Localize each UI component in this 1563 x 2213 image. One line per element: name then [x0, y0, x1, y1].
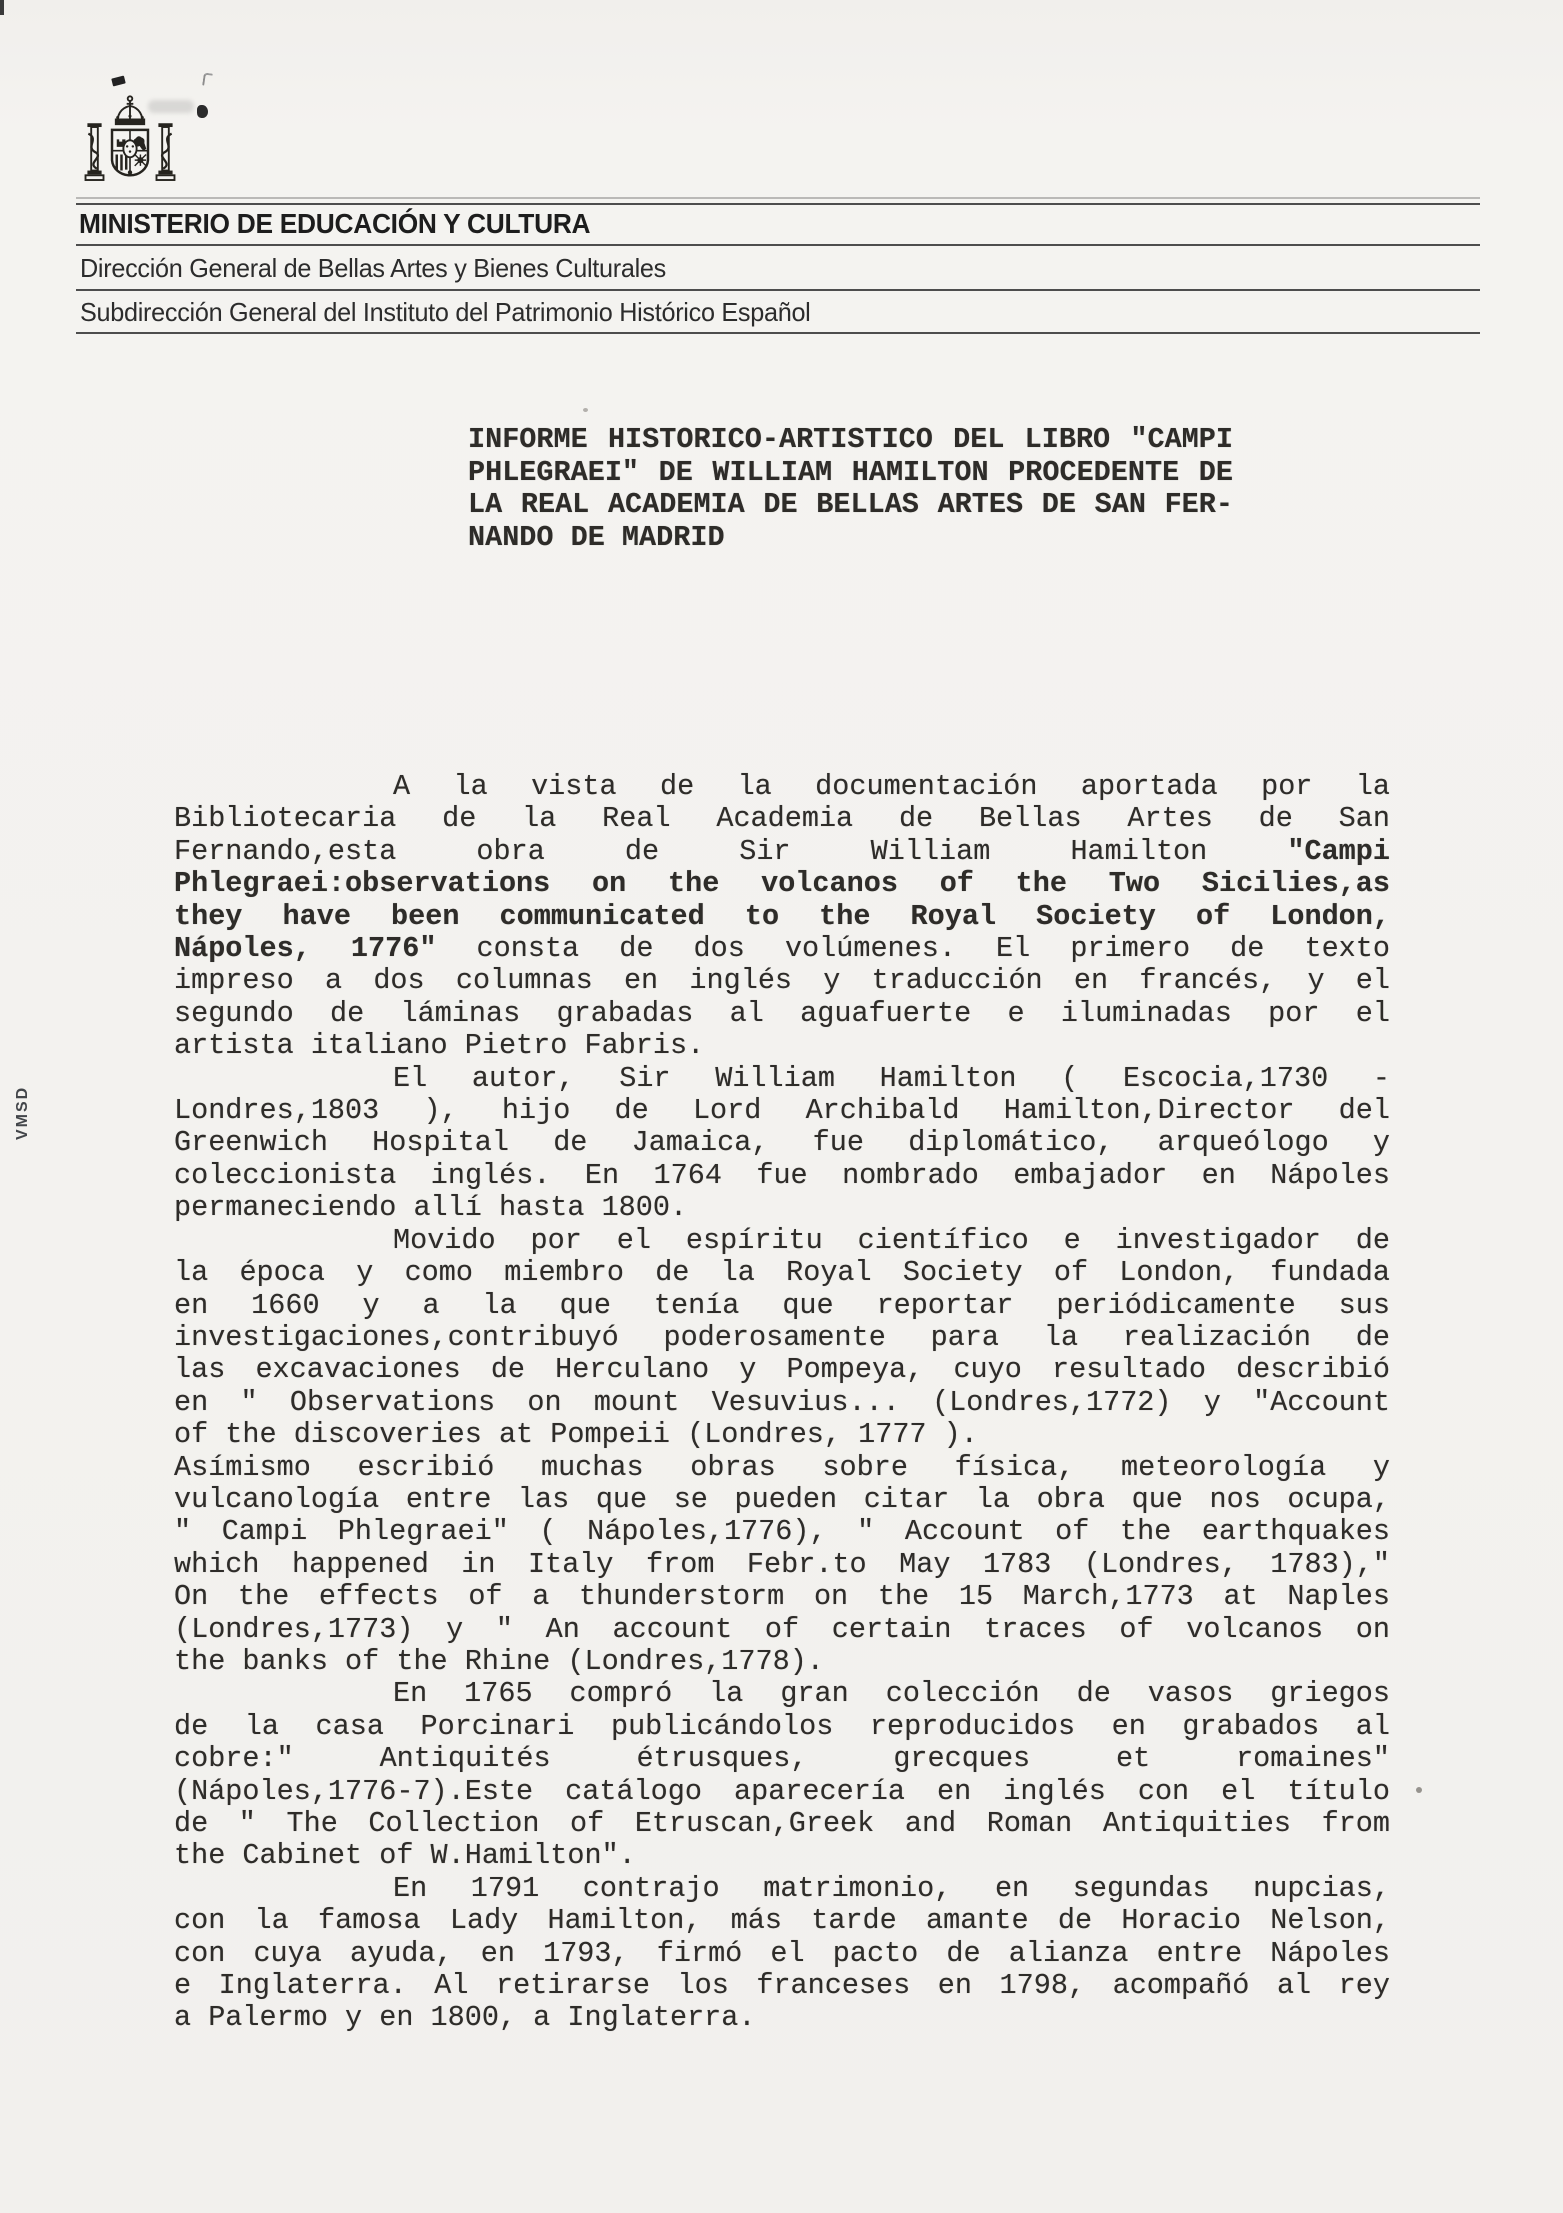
body-line: [174, 933, 1390, 965]
body-line: [174, 1711, 1390, 1743]
body-segment: de " The Collection of Etruscan,Greek and Roman Antiquities from: [174, 1807, 1390, 1840]
body-line: [174, 1257, 1390, 1289]
letterhead-rule: [76, 332, 1480, 334]
body-line: [174, 1192, 1390, 1224]
body-segment: On the effects of a thunderstorm on the 15 March,1773 at Naples: [174, 1580, 1390, 1614]
letterhead-rule: [76, 197, 1480, 199]
body-line: [174, 1581, 1390, 1613]
body-line: [174, 1290, 1390, 1322]
body-segment: El autor, Sir William Hamilton ( Escocia,1730 -: [393, 1061, 1390, 1095]
body-segment: Bibliotecaria de la Real Academia de Bellas Artes de San: [174, 802, 1390, 836]
body-segment: Londres,1803 ), hijo de Lord Archibald Hamilton,Director del: [174, 1094, 1390, 1128]
body-line: [174, 1160, 1390, 1192]
body-segment: investigaciones,contribuyó poderosamente para la realización de: [174, 1320, 1390, 1354]
title-line: PHLEGRAEI" DE WILLIAM HAMILTON PROCEDENTE DE: [468, 455, 1233, 489]
spain-coat-of-arms-icon: [82, 92, 178, 203]
body-line: [174, 998, 1390, 1030]
body-segment: a Palermo y en 1800, a Inglaterra.: [174, 2001, 756, 2035]
scan-artifact: [111, 76, 126, 87]
body-segment: con cuya ayuda, en 1793, firmó el pacto de alianza entre Nápoles: [174, 1936, 1390, 1970]
body-segment: Nápoles, 1776": [174, 932, 437, 966]
body-segment: segundo de láminas grabadas al aguafuerte e iluminadas por el: [174, 996, 1390, 1030]
letterhead-rule: [76, 244, 1480, 246]
body-line: [174, 1549, 1390, 1581]
body-segment: the Cabinet of W.Hamilton".: [174, 1839, 636, 1873]
body-segment: " Campi Phlegraei" ( Nápoles,1776), " Account of the earthquakes: [174, 1515, 1390, 1549]
body-line: [174, 1614, 1390, 1646]
body-segment: En 1791 contrajo matrimonio, en segundas nupcias,: [393, 1871, 1390, 1905]
body-line: [174, 1095, 1390, 1127]
body-line: [174, 1938, 1390, 1970]
report-title: [468, 424, 1233, 554]
body-line: [174, 1970, 1390, 2002]
body-segment: they have been communicated to the Royal Society of London,: [174, 899, 1390, 933]
body-segment: coleccionista inglés. En 1764 fue nombrado embajador en Nápoles: [174, 1158, 1390, 1192]
body-line: [174, 771, 1390, 803]
body-line: [174, 1840, 1390, 1872]
body-line: [174, 1516, 1390, 1548]
body-segment: en 1660 y a la que tenía que reportar periódicamente sus: [174, 1288, 1390, 1322]
body-segment: "Campi: [1207, 834, 1390, 868]
body-text: [174, 771, 1390, 2035]
body-segment: impreso a dos columnas en inglés y traducción en francés, y el: [174, 964, 1390, 998]
body-segment: cobre:" Antiquités étrusques, grecques et romaines": [174, 1742, 1390, 1776]
body-line: [174, 1808, 1390, 1840]
margin-note-vmsd: VMSD: [14, 1085, 31, 1140]
body-segment: (Nápoles,1776-7).Este catálogo aparecería en inglés con el título: [174, 1774, 1390, 1808]
body-segment: consta de dos volúmenes. El primero de texto: [436, 932, 1390, 966]
body-line: [174, 1678, 1390, 1710]
body-line: [174, 1873, 1390, 1905]
body-segment: En 1765 compró la gran colección de vasos griegos: [393, 1677, 1390, 1711]
scan-artifact: [202, 72, 213, 86]
body-segment: permaneciendo allí hasta 1800.: [174, 1191, 688, 1225]
body-segment: artista italiano Pietro Fabris.: [174, 1029, 705, 1063]
body-line: [174, 1225, 1390, 1257]
body-line: [174, 1354, 1390, 1386]
body-line: [174, 1646, 1390, 1678]
body-segment: of the discoveries at Pompeii (Londres, 1777 ).: [174, 1418, 978, 1452]
body-line: [174, 836, 1390, 868]
body-line: [174, 1030, 1390, 1062]
body-segment: en " Observations on mount Vesuvius... (Londres,1772) y "Account: [174, 1385, 1390, 1419]
body-line: [174, 1743, 1390, 1775]
letterhead-rule: [76, 289, 1480, 291]
body-segment: vulcanología entre las que se pueden citar la obra que nos ocupa,: [174, 1482, 1390, 1516]
body-line: [174, 868, 1390, 900]
body-segment: A la vista de la documentación aportada por la: [393, 770, 1390, 803]
direccion-general-line: Dirección General de Bellas Artes y Bienes Culturales: [80, 253, 666, 283]
title-line: LA REAL ACADEMIA DE BELLAS ARTES DE SAN FER-: [468, 488, 1233, 522]
body-line: [174, 803, 1390, 835]
body-line: [174, 1484, 1390, 1516]
body-segment: Asímismo escribió muchas obras sobre física, meteorología y: [174, 1450, 1390, 1484]
body-line: [174, 1452, 1390, 1484]
body-line: [174, 1905, 1390, 1937]
letterhead-rule: [76, 203, 1480, 205]
body-segment: con la famosa Lady Hamilton, más tarde amante de Horacio Nelson,: [174, 1904, 1390, 1938]
body-line: [174, 1322, 1390, 1354]
body-segment: Fernando,esta obra de Sir William Hamilton: [174, 834, 1208, 868]
body-segment: e Inglaterra. Al retirarse los franceses en 1798, acompañó al rey: [174, 1969, 1390, 2003]
body-segment: las excavaciones de Herculano y Pompeya, cuyo resultado describió: [174, 1353, 1390, 1387]
scan-artifact: [1416, 1787, 1422, 1793]
title-line: INFORME HISTORICO-ARTISTICO DEL LIBRO "CAMPI: [468, 423, 1233, 456]
body-segment: Phlegraei:observations on the volcanos of the Two Sicilies,as: [174, 867, 1390, 901]
body-segment: Greenwich Hospital de Jamaica, fue diplomático, arqueólogo y: [174, 1126, 1390, 1160]
body-segment: Movido por el espíritu científico e investigador de: [393, 1223, 1390, 1257]
body-segment: (Londres,1773) y " An account of certain traces of volcanos on: [174, 1612, 1390, 1646]
body-line: [174, 965, 1390, 997]
body-line: [174, 901, 1390, 933]
body-line: [174, 2002, 1390, 2034]
ministry-title: MINISTERIO DE EDUCACIÓN Y CULTURA: [79, 208, 591, 239]
body-line: [174, 1776, 1390, 1808]
scan-artifact: [583, 408, 588, 412]
body-line: [174, 1127, 1390, 1159]
body-segment: de la casa Porcinari publicándolos reproducidos en grabados al: [174, 1709, 1390, 1743]
scan-artifact: [0, 0, 4, 15]
body-segment: the banks of the Rhine (Londres,1778).: [174, 1644, 824, 1678]
subdireccion-line: Subdirección General del Instituto del Patrimonio Histórico Español: [80, 297, 811, 327]
body-segment: la época y como miembro de la Royal Society of London, fundada: [174, 1256, 1390, 1290]
title-line: NANDO DE MADRID: [468, 520, 725, 554]
body-line: [174, 1419, 1390, 1451]
body-line: [174, 1387, 1390, 1419]
scan-artifact: [197, 105, 208, 118]
body-line: [174, 1063, 1390, 1095]
body-segment: which happened in Italy from Febr.to May 1783 (Londres, 1783),": [174, 1547, 1390, 1581]
